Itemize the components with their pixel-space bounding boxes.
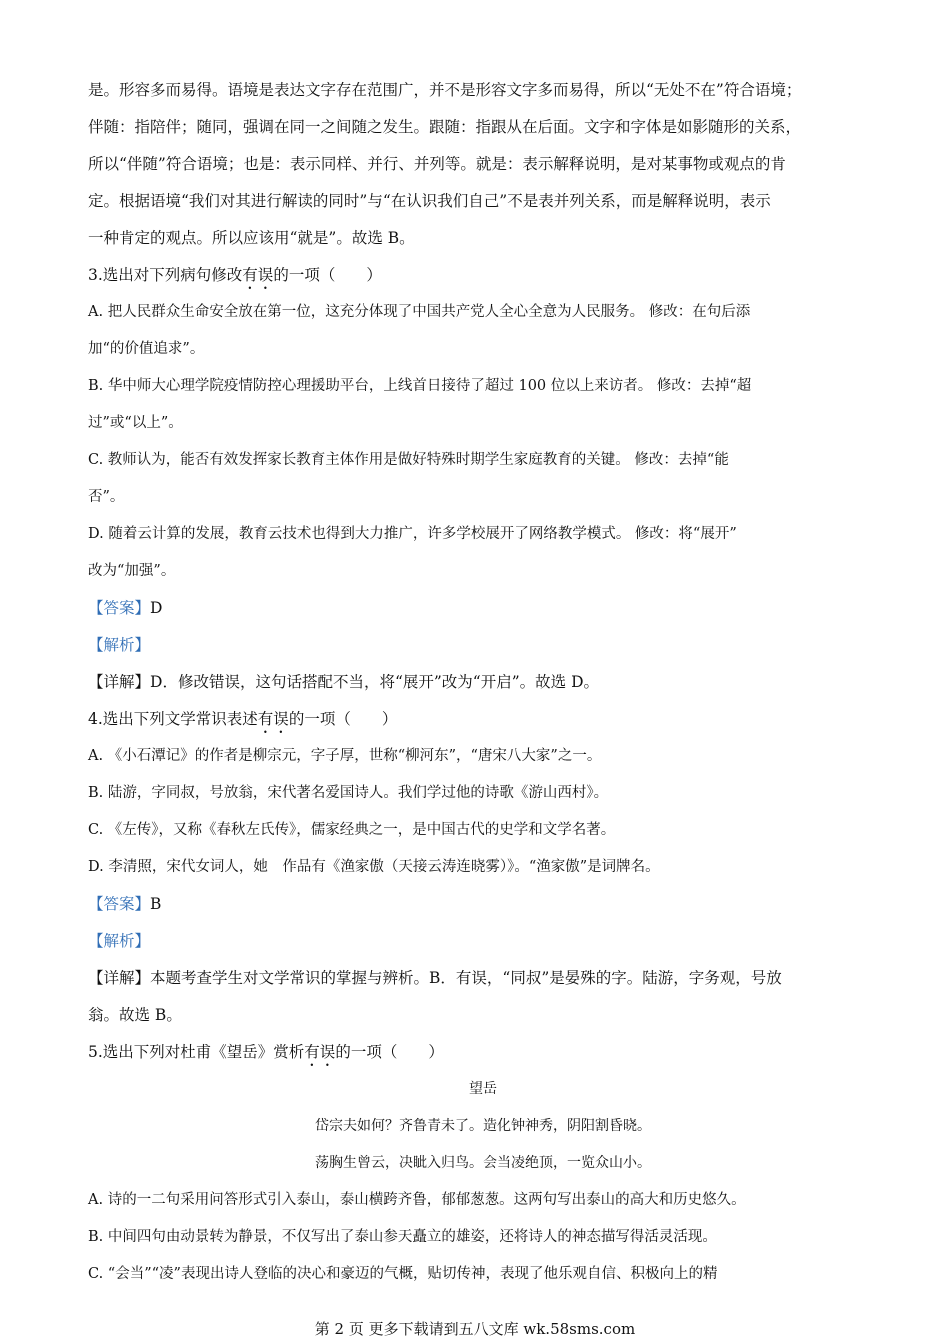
- answer-tag: 【答案】: [88, 599, 151, 617]
- analysis-line: [88, 627, 878, 664]
- option-c-cont: 否”。: [88, 489, 125, 505]
- answer-value: B: [150, 895, 162, 913]
- option-d: D. 李清照，宋代女词人，她 作品有《渔家傲（天接云涛连晓雾）》。“渔家傲”是词牌名。: [88, 859, 660, 875]
- page-footer: 第 2 页 更多下载请到五八文库 wk.58sms.com: [314, 1320, 636, 1338]
- document-body: [88, 72, 878, 1293]
- option-a: A. 《小石潭记》的作者是柳宗元，字子厚，世称“柳河东”，“唐宋八大家”之一。: [88, 748, 602, 764]
- answer-line: [88, 886, 878, 923]
- answer-line: [88, 590, 878, 627]
- option-b: B. 华中师大心理学院疫情防控心理援助平台，上线首日接待了超过 100 位以上来访者。 修改：去掉“超: [88, 378, 752, 394]
- detail-line: 【详解】D．修改错误，这句话搭配不当，将“展开”改为“开启”。故选 D。: [88, 673, 599, 691]
- detail-line-cont: 翁。故选 B。: [88, 1006, 182, 1024]
- detail-line: 【详解】本题考查学生对文学常识的掌握与辨析。B．有误，“同叔”是晏殊的字。陆游，字务观，号放: [88, 969, 782, 987]
- option-b: B. 陆游，字同叔，号放翁，宋代著名爱国诗人。我们学过他的诗歌《游山西村》。: [88, 785, 609, 801]
- option-d: D. 随着云计算的发展，教育云技术也得到大力推广，许多学校展开了网络教学模式。 修改：将“展开”: [88, 526, 737, 542]
- analysis-line: [88, 923, 878, 960]
- option-b: B. 中间四句由动景转为静景，不仅写出了泰山参天矗立的雄姿，还将诗人的神态描写得活灵活现。: [88, 1229, 717, 1245]
- analysis-tag: 【解析】: [88, 636, 151, 654]
- option-c: C. 《左传》，又称《春秋左氏传》，儒家经典之一，是中国古代的史学和文学名著。: [88, 822, 616, 838]
- paragraph-line: 所以“伴随”符合语境；也是：表示同样、并行、并列等。就是：表示解释说明，是对某事物或观点的肯: [88, 155, 786, 173]
- option-a: A. 把人民群众生命安全放在第一位，这充分体现了中国共产党人全心全意为人民服务。 修改：在句后添: [88, 304, 751, 320]
- analysis-tag: 【解析】: [88, 932, 151, 950]
- answer-value: D: [150, 599, 163, 617]
- detail-tag: 【详解】: [88, 673, 151, 691]
- option-a-cont: 加“的价值追求”。: [88, 341, 205, 357]
- option-a: A. 诗的一二句采用问答形式引入泰山，泰山横跨齐鲁，郁郁葱葱。这两句写出泰山的高大和历史悠久。: [88, 1192, 746, 1208]
- question-4: 4.选出下列文学常识表述有误的一项（ ）: [88, 710, 398, 728]
- paragraph-line: 定。根据语境“我们对其进行解读的同时”与“在认识我们自己”不是表并列关系，而是解释说明，表示: [88, 192, 771, 210]
- paragraph-line: 是。形容多而易得。语境是表达文字存在范围广，并不是形容文字多而易得，所以“无处不在”符合语境；: [88, 81, 802, 99]
- option-c: C. 教师认为，能否有效发挥家长教育主体作用是做好特殊时期学生家庭教育的关键。 修改：去掉“能: [88, 452, 729, 468]
- paragraph-line: 一种肯定的观点。所以应该用“就是”。故选 B。: [88, 229, 415, 247]
- poem-line: 岱宗夫如何？齐鲁青未了。造化钟神秀，阴阳割昏晓。: [315, 1118, 651, 1134]
- option-c: C. “会当”“凌”表现出诗人登临的决心和豪迈的气概，贴切传神，表现了他乐观自信、积极向上的精: [88, 1266, 718, 1282]
- answer-tag: 【答案】: [88, 895, 151, 913]
- question-3: 3.选出对下列病句修改有误的一项（ ）: [88, 266, 382, 284]
- emphasis-text: 有误: [242, 266, 274, 284]
- question-5: 5.选出下列对杜甫《望岳》赏析有误的一项（ ）: [88, 1043, 444, 1061]
- detail-tag: 【详解】: [88, 969, 151, 987]
- poem-title: 望岳: [469, 1081, 497, 1097]
- option-d-cont: 改为“加强”。: [88, 563, 176, 579]
- emphasis-text: 有误: [257, 710, 289, 728]
- option-b-cont: 过”或“以上”。: [88, 415, 183, 431]
- paragraph-line: 伴随：指陪伴；随同，强调在同一之间随之发生。跟随：指跟从在后面。文字和字体是如影随形的关系，: [88, 118, 802, 136]
- emphasis-text: 有误: [304, 1043, 336, 1061]
- poem-line: 荡胸生曾云，决眦入归鸟。会当凌绝顶，一览众山小。: [315, 1155, 651, 1171]
